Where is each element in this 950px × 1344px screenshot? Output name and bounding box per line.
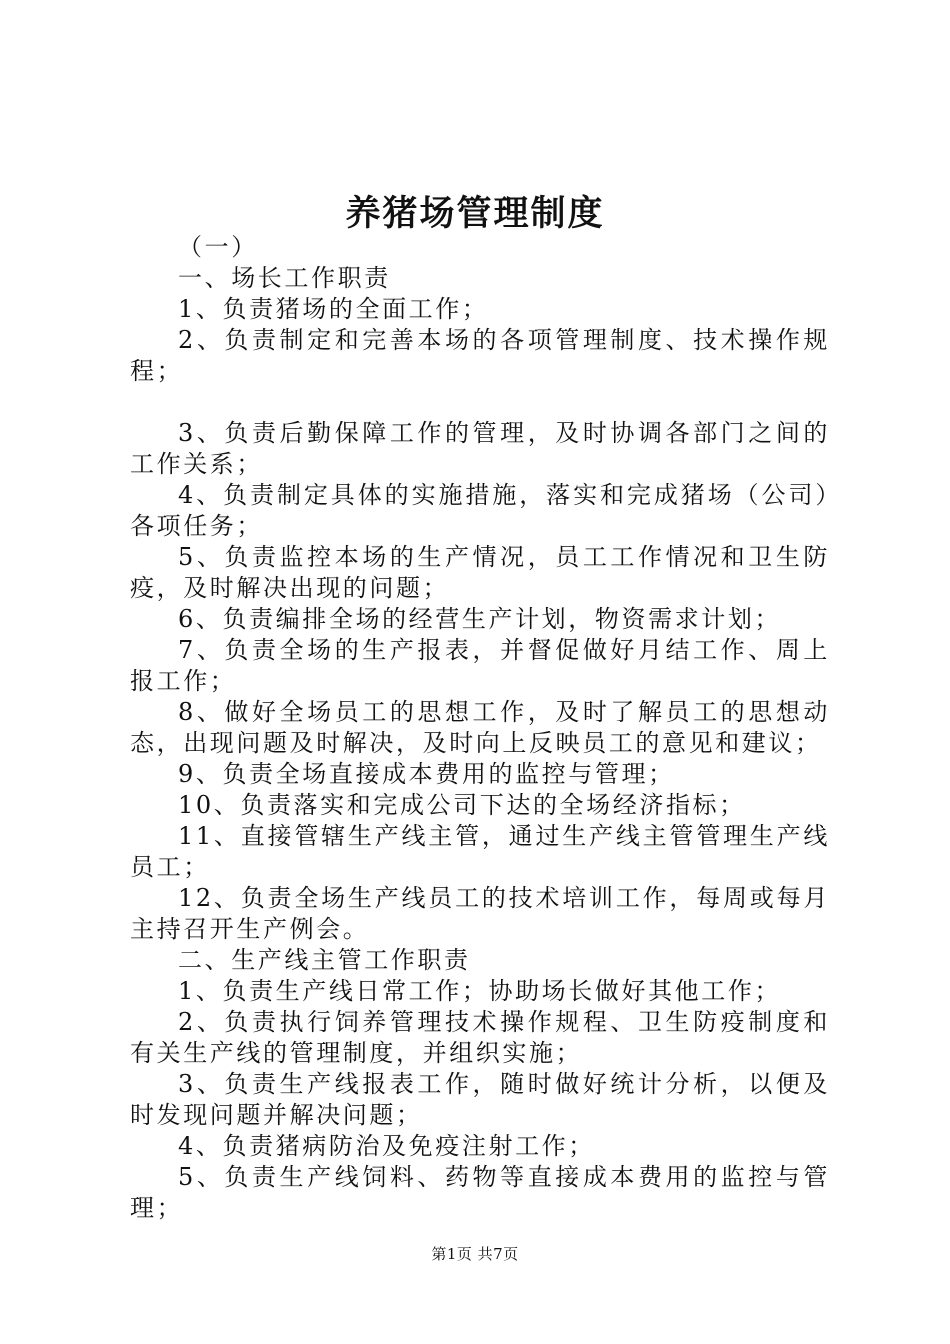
paragraph: 2、负责执行饲养管理技术操作规程、卫生防疫制度和有关生产线的管理制度，并组织实施；: [130, 1008, 830, 1067]
paragraph: 11、直接管辖生产线主管，通过生产线主管管理生产线员工；: [130, 822, 830, 881]
paragraph: 4、负责猪病防治及免疫注射工作；: [178, 1132, 595, 1160]
paragraph: 1、负责猪场的全面工作；: [178, 295, 489, 323]
document-body: [130, 232, 830, 1224]
blank-line: [130, 387, 830, 418]
paragraph: 6、负责编排全场的经营生产计划，物资需求计划；: [178, 605, 782, 633]
paragraph: 9、负责全场直接成本费用的监控与管理；: [178, 760, 675, 788]
paragraph: 10、负责落实和完成公司下达的全场经济指标；: [178, 791, 746, 819]
paragraph: 2、负责制定和完善本场的各项管理制度、技术操作规程；: [130, 326, 830, 385]
paragraph: 1、负责生产线日常工作；协助场长做好其他工作；: [178, 977, 782, 1005]
paragraph: 3、负责生产线报表工作，随时做好统计分析，以便及时发现问题并解决问题；: [130, 1070, 830, 1129]
paragraph: 8、做好全场员工的思想工作，及时了解员工的思想动态，出现问题及时解决，及时向上反映员工的意见和建议；: [130, 698, 830, 757]
paragraph: 4、负责制定具体的实施措施，落实和完成猪场（公司）各项任务；: [130, 481, 830, 540]
page-footer: 第1页 共7页: [431, 1245, 519, 1263]
page-title: 养猪场管理制度: [345, 193, 605, 234]
paragraph: 5、负责生产线饲料、药物等直接成本费用的监控与管理；: [130, 1163, 830, 1222]
section-marker: （一）: [178, 233, 258, 261]
paragraph: 12、负责全场生产线员工的技术培训工作，每周或每月主持召开生产例会。: [130, 884, 830, 943]
section-heading: 一、场长工作职责: [178, 264, 391, 292]
paragraph: 7、负责全场的生产报表，并督促做好月结工作、周上报工作；: [130, 636, 830, 695]
paragraph: 3、负责后勤保障工作的管理，及时协调各部门之间的工作关系；: [130, 419, 830, 478]
section-heading: 二、生产线主管工作职责: [178, 946, 471, 974]
paragraph: 5、负责监控本场的生产情况，员工工作情况和卫生防疫，及时解决出现的问题；: [130, 543, 830, 602]
